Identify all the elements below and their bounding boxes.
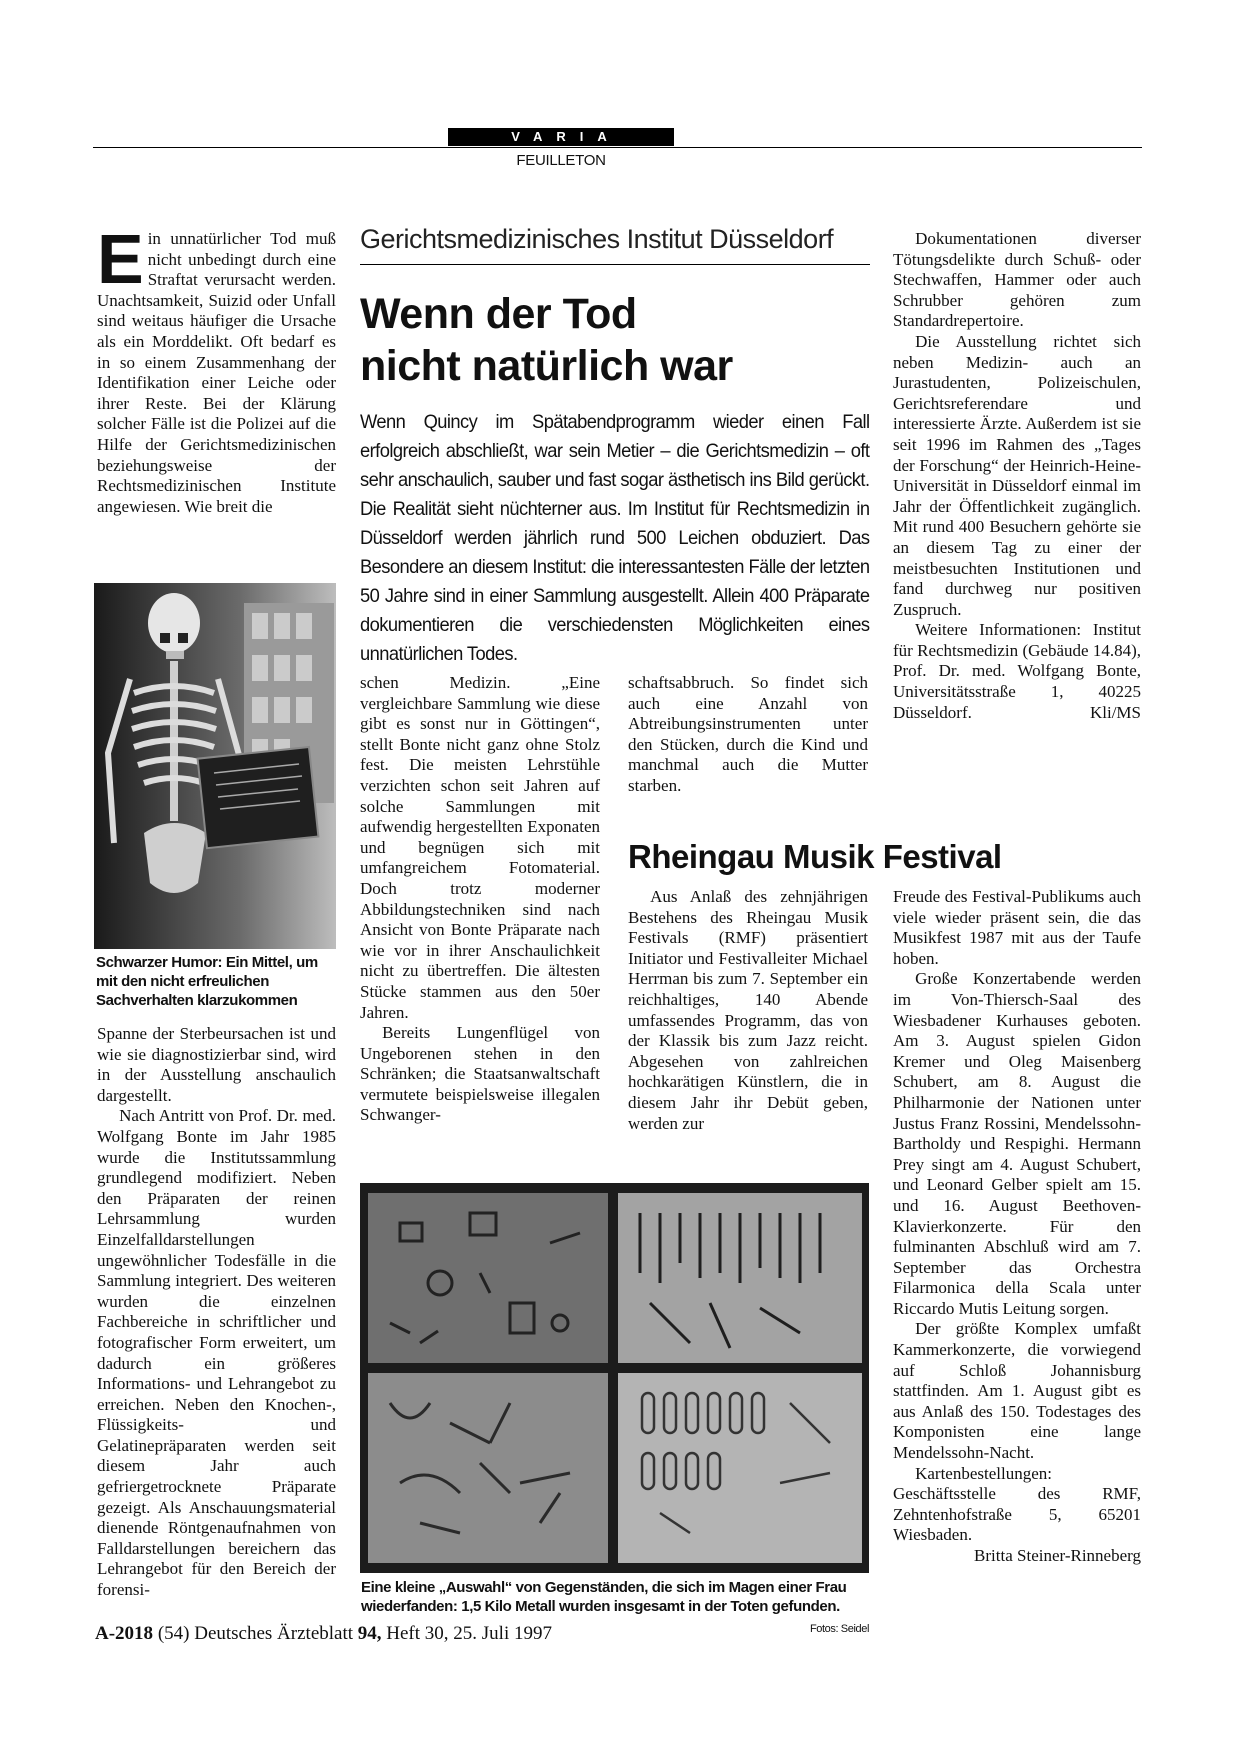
author: Britta Steiner-Rinneberg [974,1546,1141,1565]
article1-kicker: Gerichtsmedizinisches Institut Düsseldorf [360,224,834,254]
page-number: A-2018 [95,1623,154,1644]
article2-headline: Rheingau Musik Festival [628,838,1002,875]
info-text: Weitere Informationen: Institut für Rechtsmedizin (Gebäude 14.84), Prof. Dr. med. Wolfgang Bonte, Universitätsstraße 1, 40225 Düsseldorf. [893,620,1141,722]
article1-col3 [628,673,868,797]
paragraph: schen Medizin. „Eine vergleichbare Sammlung wie diese gibt es sonst nur in Göttingen“, stellt Bonte nicht ganz ohne Stolz fest. Die meisten Lehrstühle verzichten schon seit Jahren auf solche Sammlungen mit aufwendig hergestellten Exponaten und begnügen sich mit umfangreichem Fotomaterial. Doch trotz moderner Abbildungstechniken sind nach Ansicht von Bonte Präparate nach wie vor in ihrer Anschaulichkeit nicht zu übertreffen. Die ältesten Stücke stammen aus den 50er Jahren. [360,673,600,1022]
paragraph: Die Ausstellung richtet sich neben Medizin- auch an Jurastudenten, Polizeischulen, Gerichtsreferendare und interessierte Ärzte. Außerdem ist sie seit 1996 im Rahmen des „Tages der Forschung“ der Heinrich-Heine-Universität in Düsseldorf einmal im Jahr der Öffentlichkeit zugänglich. Mit rund 400 Besuchern gehörte sie an diesem Tag zu einer der meistbesuchten Institutionen und fand durchweg nur positiven Zuspruch. [893,331,1141,619]
photo-credit: Fotos: Seidel [809,1623,869,1635]
article2-col1 [628,887,868,1134]
article1-col2 [360,673,600,1126]
metal-objects-illustration [360,1183,869,1573]
author-initials: Kli/MS [1089,702,1141,722]
footer-volume: 94, [357,1623,382,1644]
objects-photo [360,1183,869,1573]
paragraph: Bereits Lungenflügel von Ungeborenen stehen in den Schränken; die Staatsanwaltschaft vermutete beispielsweise illegalen Schwanger- [360,1023,600,1125]
subsection-label: FEUILLETON [516,152,606,169]
article2-col2 [893,887,1141,1567]
caption-text: Eine kleine „Auswahl“ von Gegenständen, die sich im Magen einer Frau wiederfanden: 1,5 Kilo Metall wurden insgesamt in der Toten gefunden. [361,1579,847,1615]
paragraph: Freude des Festival-Publikums auch viele wieder präsent sein, die das Musikfest 1987 mit aus der Taufe hoben. [893,887,1141,968]
skeleton-illustration [94,583,336,949]
paragraph: Große Konzertabende werden im Von-Thiersch-Saal des Wiesbadener Kurhauses geboten. Am 3. August spielen Gidon Kremer und Oleg Maisenberg Schubert, am 8. August die Philharmonie der Nationen unter Justus Franz Rossini, Mendelssohn-Bartholdy und Respighi. Hermann Prey singt am 4. August Schubert, und Leonard Gelber spielt am 15. und 16. August Beethoven-Klavierkonzerte. Für den fulminanten Abschluß wird am 7. September das Orchestra Filarmonica della Scala unter Riccardo Mutis Leitung sorgen. [893,969,1141,1318]
paragraph: Aus Anlaß des zehnjährigen Bestehens des Rheingau Musik Festivals (RMF) präsentiert Initiator und Festivalleiter Michael Herrman bis zum 7. September ein reichhaltiges, 140 Abende umfassendes Programm, das von der Klassik bis zum Jazz reicht. Abgesehen von zahlreichen hochkarätigen Künstlern, die in diesem Jahr ihr Debüt geben, werden zur [628,887,868,1133]
section-label: VARIA [448,128,674,146]
paragraph: schaftsabbruch. So findet sich auch eine Anzahl von Abtreibungsinstrumenten unter den Stücken, durch die Kind und manchmal auch die Mutter starben. [628,673,868,795]
paragraph: Nach Antritt von Prof. Dr. med. Wolfgang Bonte im Jahr 1985 wurde die Institutssammlung grundlegend modifiziert. Neben den Präparaten der reinen Lehrsammlung wurden Einzelfalldarstellungen ungewöhnlicher Todesfälle in die Sammlung integriert. Des weiteren wurden die einzelnen Fachbereiche in schriftlicher und fotografischer Form erweitert, um dadurch ein größeres Informations- und Lehrangebot zu erreichen. Neben den Knochen-, Flüssigkeits- und Gelatinepräparaten werden seit diesem Jahr auch gefriergetrocknete Präparate gezeigt. Als Anschauungsmaterial dienende Röntgenaufnahmen von Falldarstellungen bereichern das Lehrangebot für den Bereich der forensi- [97,1106,336,1600]
headline-line: nicht natürlich war [360,342,733,390]
article1-headline [360,288,880,392]
paragraph: Dokumentationen diverser Tötungsdelikte durch Schuß- oder Stechwaffen, Hammer oder auch Schrubber gehören zum Standardrepertoire. [893,229,1141,331]
article1-col4 [893,229,1141,723]
page-footer [95,1623,552,1645]
footer-publication: (54) Deutsches Ärzteblatt [157,1623,354,1644]
paragraph: Spanne der Sterbeursachen ist und wie sie diagnostizierbar sind, wird in der Ausstellung anschaulich dargestellt. [97,1024,336,1105]
headline-line: Wenn der Tod [360,290,637,338]
skeleton-photo [94,583,336,949]
header-rule-left [93,147,1142,148]
paragraph: Der größte Komplex umfaßt Kammerkonzerte, die vorwiegend auf Schloß Johannisburg stattfinden. Am 1. August gibt es aus Anlaß des 150. Todestages des Komponisten eine lange Mendelssohn-Nacht. [893,1319,1141,1463]
article1-lead: Wenn Quincy im Spätabendprogramm wieder einen Fall erfolgreich abschließt, war sein Metier – die Gerichtsmedizin – oft sehr anschaulich, sauber und fast sogar ästhetisch ins Bild gerückt. Die Realität sieht nüchterner aus. Im Institut für Rechtsmedizin in Düsseldorf werden jährlich rund 500 Leichen obduziert. Das Besondere an diesem Institut: die interessantesten Fälle der letzten 50 Jahre sind in einer Sammlung ausgestellt. Allein 400 Präparate dokumentieren die verschiedensten Möglichkeiten eines unnatürlichen Todes. [360,411,870,665]
paragraph: Kartenbestellungen: Geschäftsstelle des RMF, Zehntenhofstraße 5, 65201 Wiesbaden. [893,1463,1141,1545]
article1-col1-bottom [97,1024,336,1601]
paragraph [893,620,1141,723]
footer-issue: Heft 30, 25. Juli 1997 [386,1623,552,1644]
kicker-rule [360,264,870,265]
article1-col1-text: in unnatürlicher Tod muß nicht unbedingt durch eine Straftat verursacht werden. Unachtsamkeit, Suizid oder Unfall sind weitaus häufiger die Ursache als ein Morddelikt. Oft bedarf es in so einem Zusammenhang der Identifikation einer Leiche oder ihrer Reste. Bei der Klärung solcher Fälle ist die Polizei auf die Hilfe der Gerichtsmedizinischen beziehungsweise der Rechtsmedizinischen Institute angewiesen. Wie breit die [97,229,336,516]
article1-col1-top [97,220,336,517]
skeleton-photo-caption: Schwarzer Humor: Ein Mittel, um mit den nicht erfreulichen Sachverhalten klarzukommen [96,954,318,1009]
drop-cap: E [97,220,144,298]
